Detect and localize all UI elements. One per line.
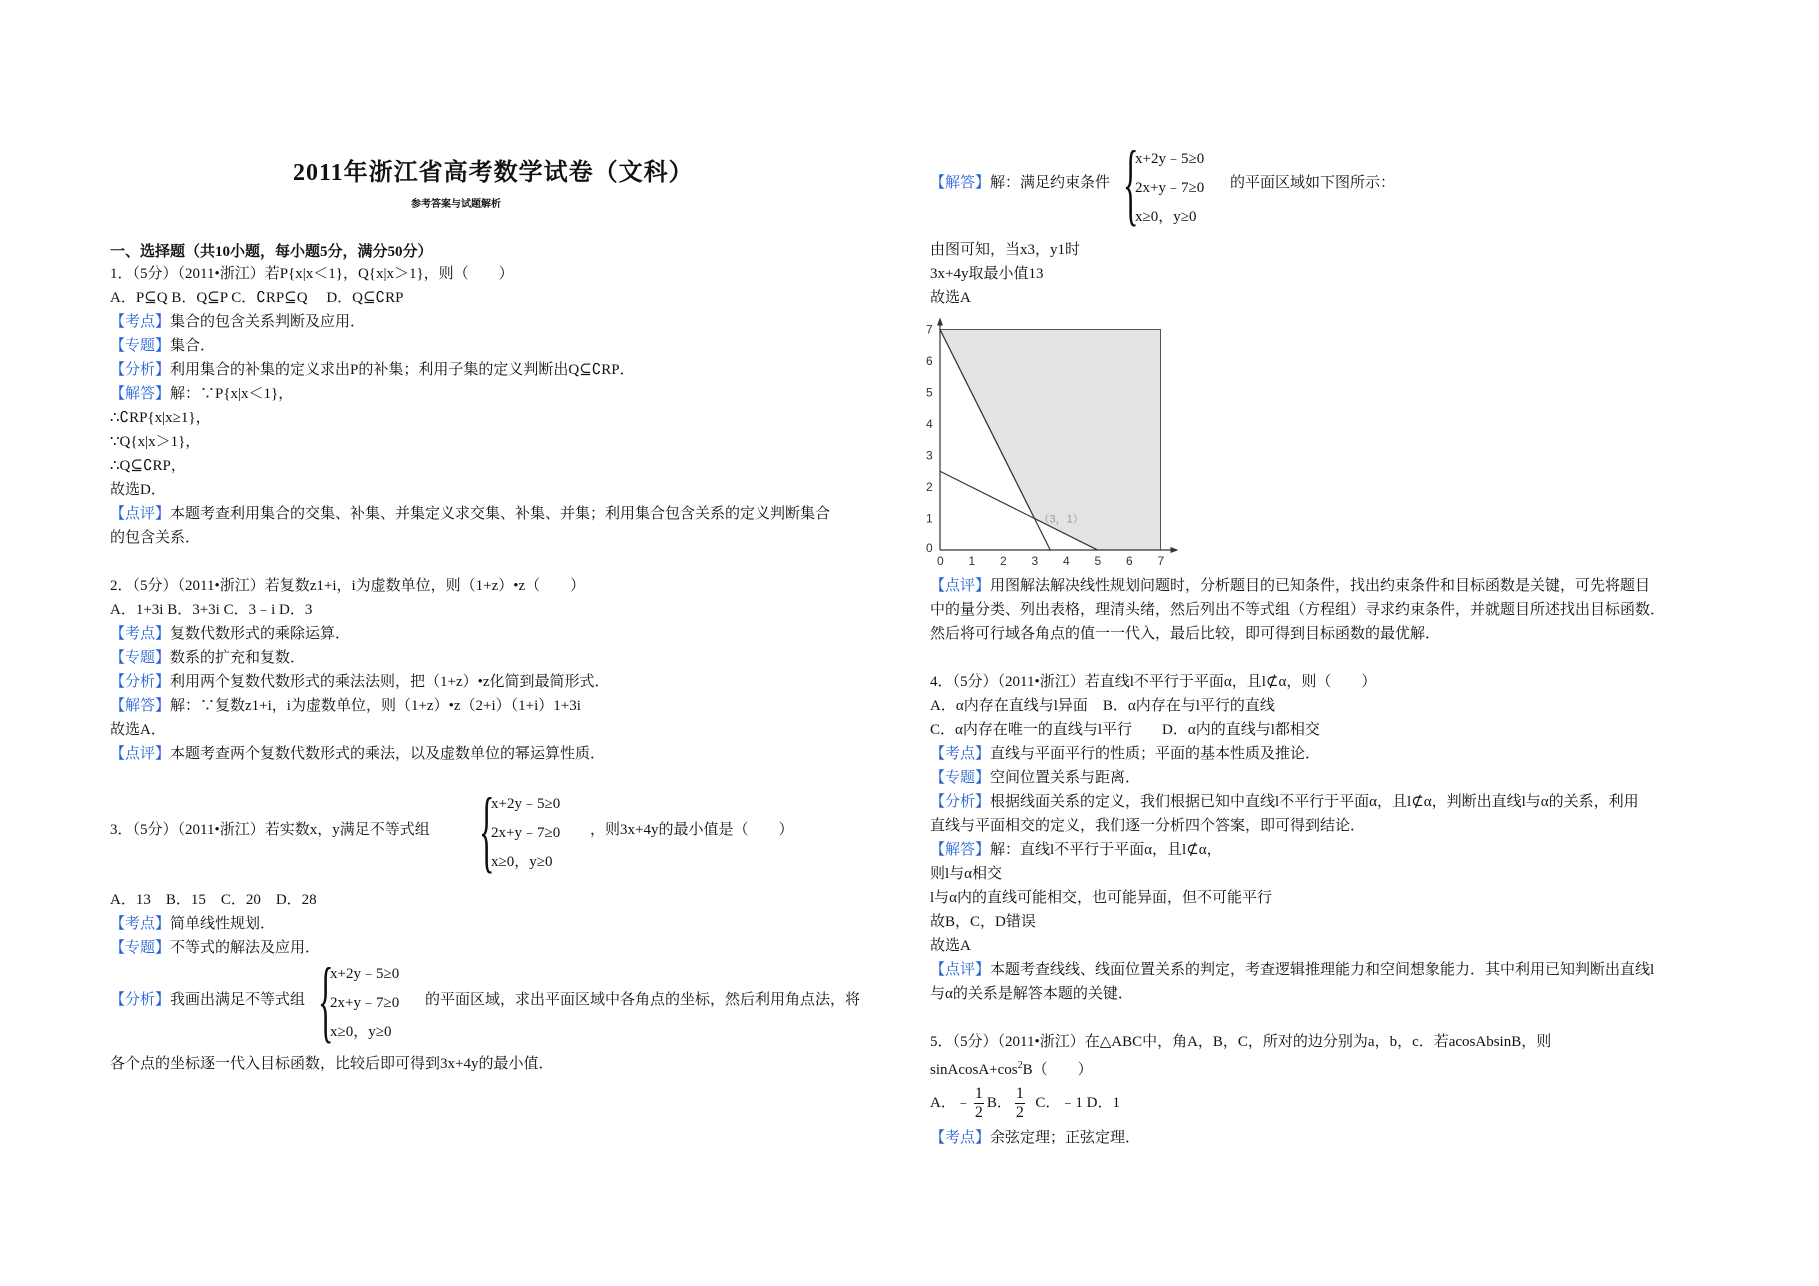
system-row-1: x+2y﹣5≥0: [330, 966, 400, 982]
q3-jieda-a: [930, 173, 1110, 193]
q3-fenxi-cont: 各个点的坐标逐一代入目标函数，比较后即可得到3x+4y的最小值．: [110, 1056, 554, 1072]
q4-fenxi-text: 根据线面关系的定义，我们根据已知中直线l不平行于平面α，且l⊄α，判断出直线l与α的关系，利用: [990, 794, 1639, 810]
q1-dianping-text: 本题考查利用集合的交集、补集、并集定义求交集、补集、并集；利用集合包含关系的定义判断集合: [170, 506, 831, 522]
system-row-2: 2x+y﹣7≥0: [491, 825, 561, 841]
q2-jieda: [110, 696, 581, 716]
q1-options: A．P⊆Q B．Q⊆P C．∁RP⊆Q D．Q⊆∁RP: [110, 290, 404, 306]
x-axis-arrow: [1171, 547, 1179, 553]
dianping-tag: 【点评】: [110, 506, 171, 522]
q5-option-cd: C．﹣1 D．1: [1035, 1095, 1120, 1111]
q5-options: [930, 1083, 1120, 1123]
system-brace: {: [479, 779, 495, 881]
q4-options-cd: C．α内存在唯一的直线与l平行 D．α内的直线与l都相交: [930, 722, 1320, 738]
fraction-half: [974, 1085, 984, 1122]
q5-option-a: A．﹣: [930, 1095, 971, 1111]
q4-stem: 4．（5分）（2011•浙江）若直线l不平行于平面α，且l⊄α，则（ ）: [930, 674, 1377, 690]
x-tick-label: 5: [1094, 554, 1102, 565]
system-row-3: x≥0，y≥0: [330, 1024, 392, 1040]
fenxi-tag: 【分析】: [110, 992, 171, 1008]
q1-step4: 故选D．: [110, 482, 166, 498]
q5-option-b: B．: [986, 1095, 1012, 1111]
q5-stem: 5．（5分）（2011•浙江）在△ABC中，角A，B，C，所对的边分别为a，b，c．若acosAbsinB，则: [930, 1034, 1552, 1050]
jieda-tag: 【解答】: [930, 175, 991, 191]
jieda-tag: 【解答】: [110, 386, 171, 402]
kaodian-tag: 【考点】: [930, 1130, 991, 1146]
fenxi-tag: 【分析】: [930, 794, 991, 810]
q4-jieda-text: 解：直线l不平行于平面α，且l⊄α，: [990, 842, 1222, 858]
q3-fenxi-a: [110, 990, 305, 1010]
q5-stem-2a: sinAcosA+cos: [930, 1062, 1018, 1078]
q2-fenxi-text: 利用两个复数代数形式的乘法法则，把（1+z）•z化简到最简形式．: [170, 674, 610, 690]
q2-stem: 2．（5分）（2011•浙江）若复数z1+i，i为虚数单位，则（1+z）•z（ ）: [110, 578, 586, 594]
q1-jieda: [110, 384, 293, 404]
q1-fenxi-text: 利用集合的补集的定义求出P的补集；利用子集的定义判断出Q⊆∁RP．: [170, 362, 635, 378]
q1-stem: 1．（5分）（2011•浙江）若P{x|x＜1}，Q{x|x＞1}，则（ ）: [110, 266, 514, 282]
kaodian-tag: 【考点】: [110, 916, 171, 932]
x-tick-label: 3: [1031, 554, 1039, 565]
y-tick-label: 0: [926, 541, 933, 555]
x-tick-label: 2: [1000, 554, 1007, 565]
q4-kaodian: [930, 744, 1320, 764]
q4-step2: l与α内的直线可能相交，也可能异面，但不可能平行: [930, 890, 1273, 906]
q4-dianping-cont: 与α的关系是解答本题的关键．: [930, 986, 1133, 1002]
zhuanti-tag: 【专题】: [930, 770, 991, 786]
q1-dianping-cont: 的包含关系．: [110, 530, 201, 546]
q1-step2: ∵Q{x|x＞1}，: [110, 434, 201, 450]
x-tick-label: 6: [1126, 554, 1133, 565]
q3-options: A．13 B．15 C．20 D．28: [110, 892, 317, 908]
x-tick-label: 0: [937, 554, 944, 565]
q3-dianping-text: 用图解法解决线性规划问题时，分析题目的已知条件，找出约束条件和目标函数是关键，可先将题目: [990, 578, 1651, 594]
dianping-tag: 【点评】: [930, 962, 991, 978]
q4-kaodian-text: 直线与平面平行的性质；平面的基本性质及推论．: [990, 746, 1321, 762]
q2-fenxi: [110, 672, 610, 692]
q2-zhuanti-text: 数系的扩充和复数．: [170, 650, 306, 666]
q2-dianping: [110, 744, 605, 764]
system-row-3: x≥0，y≥0: [1135, 209, 1197, 225]
q3-fenxi-text-a: 我画出满足不等式组: [170, 992, 306, 1008]
optimal-point-label: （3，1）: [1038, 513, 1084, 526]
q3-kaodian: [110, 914, 275, 934]
q4-zhuanti-text: 空间位置关系与距离．: [990, 770, 1141, 786]
fenxi-tag: 【分析】: [110, 362, 171, 378]
q3-dianping-cont-2: 然后将可行域各角点的值一一代入，最后比较，即可得到目标函数的最优解．: [930, 626, 1441, 642]
q2-step1: 故选A．: [110, 722, 166, 738]
zhuanti-tag: 【专题】: [110, 940, 171, 956]
q3-zhuanti: [110, 938, 320, 958]
y-tick-label: 1: [926, 511, 933, 526]
dianping-tag: 【点评】: [110, 746, 171, 762]
q1-fenxi: [110, 360, 635, 380]
fraction-denominator: 2: [974, 1104, 983, 1122]
system-row-3: x≥0，y≥0: [491, 854, 553, 870]
q4-jieda: [930, 840, 1222, 860]
system-brace: {: [318, 949, 334, 1051]
q3-stem-a: 3．（5分）（2011•浙江）若实数x，y满足不等式组: [110, 822, 430, 838]
y-tick-label: 4: [926, 417, 933, 431]
fraction-denominator: 2: [1015, 1104, 1024, 1122]
kaodian-tag: 【考点】: [110, 314, 171, 330]
q2-kaodian: [110, 624, 350, 644]
kaodian-tag: 【考点】: [930, 746, 991, 762]
q3-dianping-cont-1: 中的量分类、列出表格，理清头绪，然后列出不等式组（方程组）寻求约束条件，并就题目所述找出目标函数．: [930, 602, 1666, 618]
fraction-numerator: 1: [974, 1085, 983, 1103]
q1-dianping: [110, 504, 830, 524]
q2-dianping-text: 本题考查两个复数代数形式的乘法，以及虚数单位的幂运算性质．: [170, 746, 606, 762]
y-axis-arrow: [937, 318, 943, 326]
q4-options-ab: A．α内存在直线与l异面 B．α内存在与l平行的直线: [930, 698, 1275, 714]
x-tick-label: 1: [968, 554, 976, 565]
q4-step3: 故B，C，D错误: [930, 914, 1036, 930]
system-row-1: x+2y﹣5≥0: [1135, 151, 1205, 167]
fenxi-tag: 【分析】: [110, 674, 171, 690]
jieda-tag: 【解答】: [110, 698, 171, 714]
q3-stem-b: ，则3x+4y的最小值是（ ）: [590, 822, 794, 838]
x-tick-label: 4: [1063, 554, 1070, 565]
zhuanti-tag: 【专题】: [110, 338, 171, 354]
q2-jieda-text: 解：∵复数z1+i，i为虚数单位，则（1+z）•z（2+i）（1+i）1+3i: [170, 698, 581, 714]
y-tick-label: 5: [926, 385, 933, 400]
q4-zhuanti: [930, 768, 1140, 788]
q1-zhuanti-text: 集合．: [170, 338, 216, 354]
system-row-2: 2x+y﹣7≥0: [330, 995, 400, 1011]
q3-fenxi-text-b: 的平面区域，求出平面区域中各角点的坐标，然后利用角点法，将: [425, 992, 861, 1008]
q4-dianping: [930, 960, 1654, 980]
q5-superscript: 2: [1017, 1060, 1023, 1071]
q3-jieda-system: [1135, 145, 1204, 232]
page-title: 2011年浙江省高考数学试卷（文科）: [293, 160, 694, 186]
system-row-2: 2x+y﹣7≥0: [1135, 180, 1205, 196]
system-row-1: x+2y﹣5≥0: [491, 796, 561, 812]
q3-fenxi-system: [330, 960, 399, 1047]
q1-zhuanti: [110, 336, 215, 356]
dianping-tag: 【点评】: [930, 578, 991, 594]
q3-jieda-text-b: 的平面区域如下图所示：: [1230, 175, 1396, 191]
fraction-half: [1015, 1085, 1025, 1122]
y-tick-label: 6: [926, 354, 933, 368]
q1-step3: ∴Q⊆∁RP，: [110, 458, 186, 474]
q1-step1: ∴∁RP{x|x≥1}，: [110, 410, 211, 426]
fraction-numerator: 1: [1015, 1085, 1024, 1103]
q4-step4: 故选A: [930, 938, 971, 954]
q3-result-2: 3x+4y取最小值13: [930, 266, 1044, 282]
q2-kaodian-text: 复数代数形式的乘除运算．: [170, 626, 351, 642]
kaodian-tag: 【考点】: [110, 626, 171, 642]
q2-zhuanti: [110, 648, 305, 668]
q3-result-1: 由图可知，当x3，y1时: [930, 242, 1081, 258]
feasible-region-chart: [918, 310, 1178, 565]
q4-step1: 则l与α相交: [930, 866, 1003, 882]
q4-fenxi: [930, 792, 1639, 812]
q1-jieda-text: 解：∵P{x|x＜1}，: [170, 386, 294, 402]
q3-zhuanti-text: 不等式的解法及应用．: [170, 940, 321, 956]
zhuanti-tag: 【专题】: [110, 650, 171, 666]
q4-dianping-text: 本题考查线线、线面位置关系的判定，考查逻辑推理能力和空间想象能力．其中利用已知判断出直线l: [990, 962, 1655, 978]
y-tick-label: 3: [926, 448, 933, 463]
q2-options: A．1+3i B．3+3i C．3﹣i D．3: [110, 602, 313, 618]
page-subtitle: 参考答案与试题解析: [411, 199, 501, 210]
y-tick-label: 7: [926, 322, 933, 337]
q5-kaodian: [930, 1128, 1140, 1148]
y-tick-label: 2: [926, 480, 933, 494]
q3-jieda-text-a: 解：满足约束条件: [990, 175, 1111, 191]
q5-stem-2b: B（ ）: [1022, 1062, 1093, 1078]
jieda-tag: 【解答】: [930, 842, 991, 858]
q1-kaodian: [110, 312, 365, 332]
section-heading: 一、选择题（共10小题，每小题5分，满分50分）: [110, 244, 433, 260]
q3-dianping: [930, 576, 1650, 596]
q1-kaodian-text: 集合的包含关系判断及应用．: [170, 314, 366, 330]
q3-result-3: 故选A: [930, 290, 971, 306]
q3-system: [491, 790, 560, 877]
q5-stem-2: [930, 1056, 1093, 1080]
x-tick-label: 7: [1157, 554, 1165, 565]
q4-fenxi-cont: 直线与平面相交的定义，我们逐一分析四个答案，即可得到结论．: [930, 818, 1366, 834]
q5-kaodian-text: 余弦定理；正弦定理．: [990, 1130, 1141, 1146]
system-brace: {: [1123, 132, 1139, 234]
q3-kaodian-text: 简单线性规划．: [170, 916, 276, 932]
